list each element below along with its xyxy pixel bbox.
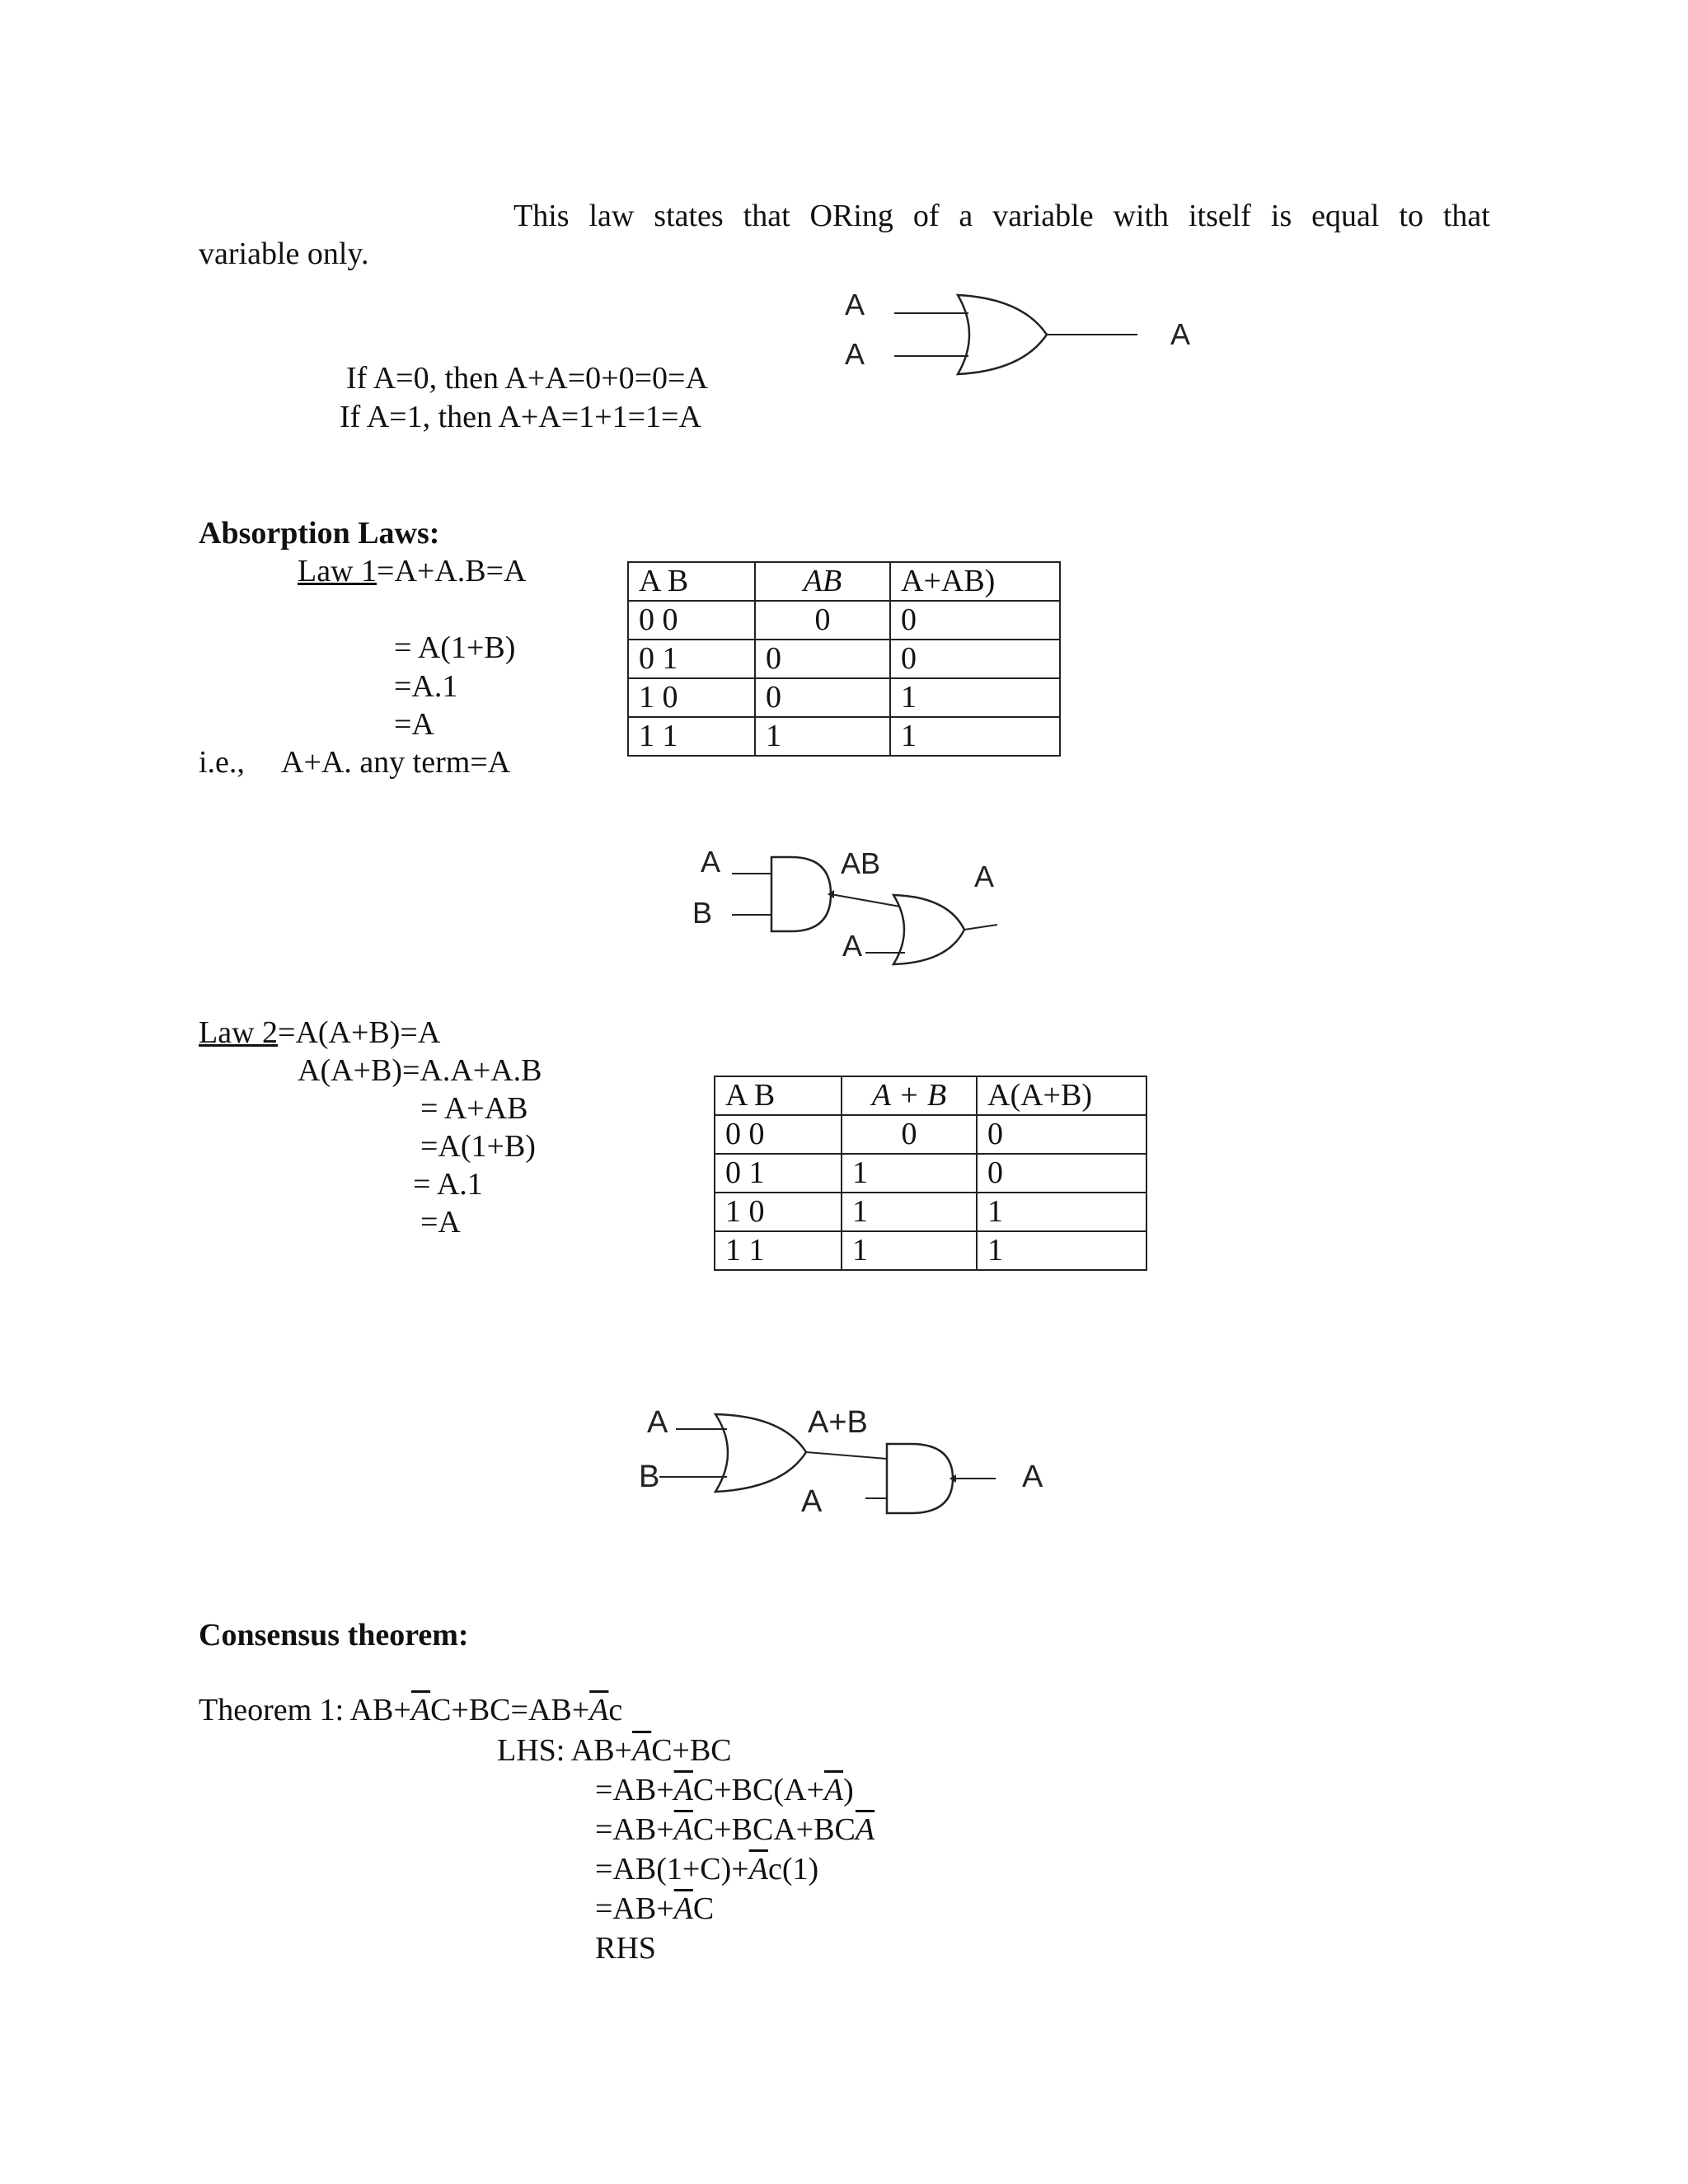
circuit-label: A [842, 929, 863, 963]
law1-step: =A [394, 707, 434, 742]
table-cell: 0 [977, 1154, 1146, 1193]
table-cell: 0 [890, 640, 1060, 678]
table-row [715, 1193, 1146, 1231]
intro-word: that [1442, 199, 1490, 233]
consensus-step [595, 1772, 854, 1810]
table-cell: 1 [890, 717, 1060, 756]
table-header: A + B [842, 1076, 977, 1115]
circuit-label: AB [841, 846, 881, 880]
gate-output-label: A [1170, 317, 1191, 351]
intro-word: itself [1188, 199, 1251, 233]
rhs-label: RHS [595, 1931, 656, 1966]
table-cell: 1 [842, 1193, 977, 1231]
table-cell: 1 0 [715, 1193, 842, 1231]
law2-step: =A(1+B) [420, 1129, 536, 1164]
expr-part: c [608, 1693, 623, 1727]
table-header-row [715, 1076, 1146, 1115]
consensus-step [595, 1811, 874, 1849]
a-bar: $\overline{A}$ [589, 1693, 609, 1727]
law2-expression: =A(A+B)=A [278, 1015, 441, 1050]
expr-part: ) [843, 1773, 854, 1807]
table-header: A(A+B) [977, 1076, 1146, 1115]
a-bar: $\overline{A}$ [748, 1852, 768, 1886]
table-cell: 1 [977, 1231, 1146, 1270]
law1-expression: =A+A.B=A [377, 554, 527, 588]
expr-part: C [692, 1891, 715, 1926]
circuit-label: A+B [808, 1405, 868, 1440]
expr-part: Theorem 1: AB+ [199, 1693, 411, 1727]
expr-part: =AB+ [595, 1773, 674, 1807]
circuit-label: A [701, 845, 721, 879]
intro-line-2: variable only. [199, 237, 369, 271]
circuit-label: A [647, 1405, 668, 1440]
intro-word: a [959, 199, 973, 233]
expr-part: C+BC(A+ [692, 1773, 824, 1807]
circuit-label: A [974, 860, 995, 893]
table-row [715, 1231, 1146, 1270]
table-cell: 1 [842, 1154, 977, 1193]
table-header: A B [715, 1076, 842, 1115]
law1-circuit-diagram [684, 839, 1030, 979]
and-gate [771, 857, 831, 931]
intro-word: with [1113, 199, 1170, 233]
or-gate [893, 895, 964, 964]
intro-word: This [513, 199, 570, 233]
case-a-zero: If A=0, then A+A=0+0=0=A [346, 361, 708, 396]
law2-truth-table [714, 1076, 1147, 1271]
law2-step: =A [420, 1205, 461, 1240]
law1-title [298, 553, 527, 591]
intro-word: equal [1311, 199, 1380, 233]
law1-step: =A.1 [394, 669, 458, 704]
law2-step: = A.1 [413, 1167, 483, 1202]
table-cell: 1 [842, 1231, 977, 1270]
table-row [628, 640, 1060, 678]
consensus-step [595, 1891, 714, 1929]
a-bar: $\overline{A}$ [673, 1891, 693, 1926]
table-header: AB [755, 562, 890, 601]
table-cell: 0 1 [628, 640, 755, 678]
lhs-line [497, 1732, 732, 1770]
expr-part: C+BC [651, 1733, 732, 1768]
table-row [628, 717, 1060, 756]
law2-title [199, 1015, 440, 1052]
law1-label: Law 1 [298, 554, 377, 588]
expr-part: c(1) [767, 1852, 819, 1886]
table-cell: 0 0 [715, 1115, 842, 1154]
intro-line-1 [513, 198, 1490, 236]
expr-part: C+BCA+BC [692, 1812, 856, 1847]
and-gate [887, 1444, 953, 1513]
table-row [715, 1115, 1146, 1154]
table-row [715, 1154, 1146, 1193]
law2-circuit-diagram [626, 1399, 1088, 1523]
or-gate [958, 295, 1047, 374]
absorption-heading: Absorption Laws: [199, 516, 440, 551]
law1-ie-expression: A+A. any term=A [281, 745, 511, 780]
circuit-label: B [692, 896, 713, 930]
table-cell: 1 [977, 1193, 1146, 1231]
a-bar: $\overline{A}$ [855, 1812, 875, 1847]
theorem1-statement [199, 1692, 622, 1730]
table-cell: 0 [755, 601, 890, 640]
table-header: A B [628, 562, 755, 601]
table-row [628, 678, 1060, 717]
law1-truth-table [627, 561, 1061, 757]
or-gate-diagram [824, 288, 1220, 379]
law2-step: = A+AB [420, 1091, 528, 1126]
circuit-label: A [801, 1484, 823, 1519]
a-bar: $\overline{A}$ [673, 1773, 693, 1807]
consensus-heading: Consensus theorem: [199, 1618, 469, 1652]
intro-word: ORing [809, 199, 893, 233]
intro-word: variable [992, 199, 1094, 233]
expr-part: C+BC=AB+ [430, 1693, 590, 1727]
expr-part: =AB+ [595, 1891, 674, 1926]
table-cell: 0 1 [715, 1154, 842, 1193]
table-cell: 1 [890, 678, 1060, 717]
table-cell: 1 1 [628, 717, 755, 756]
expr-part: =AB+ [595, 1812, 674, 1847]
table-cell: 0 [890, 601, 1060, 640]
intro-word: is [1270, 199, 1292, 233]
expr-part: LHS: AB+ [497, 1733, 632, 1768]
table-cell: 0 [755, 678, 890, 717]
law2-step: A(A+B)=A.A+A.B [298, 1053, 542, 1088]
intro-word: to [1399, 199, 1423, 233]
table-cell: 1 [755, 717, 890, 756]
table-cell: 1 0 [628, 678, 755, 717]
intro-word: of [912, 199, 940, 233]
or-gate [715, 1414, 806, 1492]
table-cell: 0 [755, 640, 890, 678]
gate-input-label: A [845, 337, 865, 371]
table-cell: 0 [977, 1115, 1146, 1154]
table-cell: 1 1 [715, 1231, 842, 1270]
table-cell: 0 0 [628, 601, 755, 640]
table-row [628, 601, 1060, 640]
a-bar: $\overline{A}$ [673, 1812, 693, 1847]
case-a-one: If A=1, then A+A=1+1=1=A [340, 400, 701, 434]
law1-step: = A(1+B) [394, 630, 516, 665]
intro-word: states [654, 199, 724, 233]
circuit-label: B [639, 1460, 660, 1494]
law2-label: Law 2 [199, 1015, 279, 1050]
a-bar: $\overline{A}$ [410, 1693, 431, 1727]
table-header-row [628, 562, 1060, 601]
circuit-label: A [1022, 1460, 1043, 1494]
law1-ie-label: i.e., [199, 745, 245, 780]
a-bar: $\overline{A}$ [823, 1773, 844, 1807]
gate-input-label: A [845, 288, 865, 321]
table-cell: 0 [842, 1115, 977, 1154]
table-header: A+AB) [890, 562, 1060, 601]
consensus-step [595, 1851, 818, 1889]
intro-word: law [588, 199, 635, 233]
intro-word: that [743, 199, 790, 233]
a-bar: $\overline{A}$ [631, 1733, 652, 1768]
expr-part: =AB(1+C)+ [595, 1852, 749, 1886]
